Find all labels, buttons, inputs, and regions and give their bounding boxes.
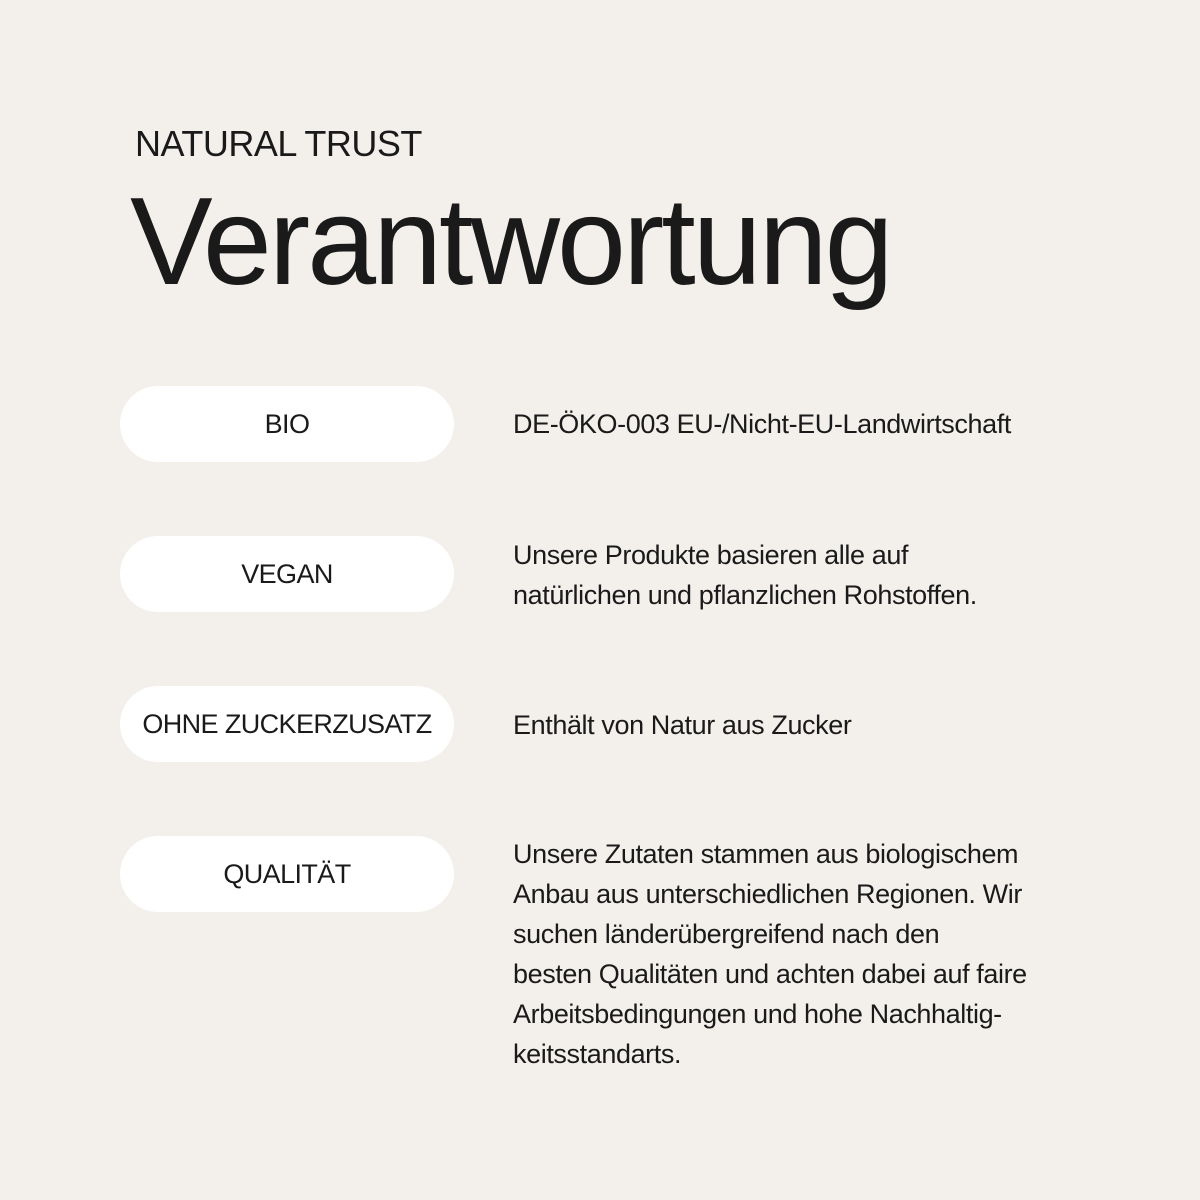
description-line: Unsere Produkte basieren alle auf xyxy=(513,540,909,570)
description-line: natürlichen und pflanzlichen Rohstoffen. xyxy=(513,580,977,610)
description-line: DE-ÖKO-003 EU-/Nicht-EU-Landwirtschaft xyxy=(513,409,1011,439)
badge-bio: BIO xyxy=(120,386,454,462)
description-vegan xyxy=(513,535,1113,615)
description-line: Enthält von Natur aus Zucker xyxy=(513,710,852,740)
eyebrow-label: NATURAL TRUST xyxy=(135,123,422,164)
description-line: Unsere Zutaten stammen aus biologischem xyxy=(513,839,1019,869)
description-line: Anbau aus unterschiedlichen Regionen. Wir xyxy=(513,879,1022,909)
description-line: besten Qualitäten und achten dabei auf faire xyxy=(513,959,1027,989)
badge-ohne-zuckerzusatz: OHNE ZUCKERZUSATZ xyxy=(120,686,454,762)
badge-vegan: VEGAN xyxy=(120,536,454,612)
description-line: keitsstandarts. xyxy=(513,1039,682,1069)
description-line: suchen länderübergreifend nach den xyxy=(513,919,940,949)
description-line: Arbeitsbedingungen und hohe Nachhaltig- xyxy=(513,999,1002,1029)
page-title: Verantwortung xyxy=(130,173,891,311)
description-ohne-zuckerzusatz xyxy=(513,705,1113,745)
description-qualitaet xyxy=(513,834,1113,1074)
description-bio xyxy=(513,404,1113,444)
badge-qualitaet: QUALITÄT xyxy=(120,836,454,912)
